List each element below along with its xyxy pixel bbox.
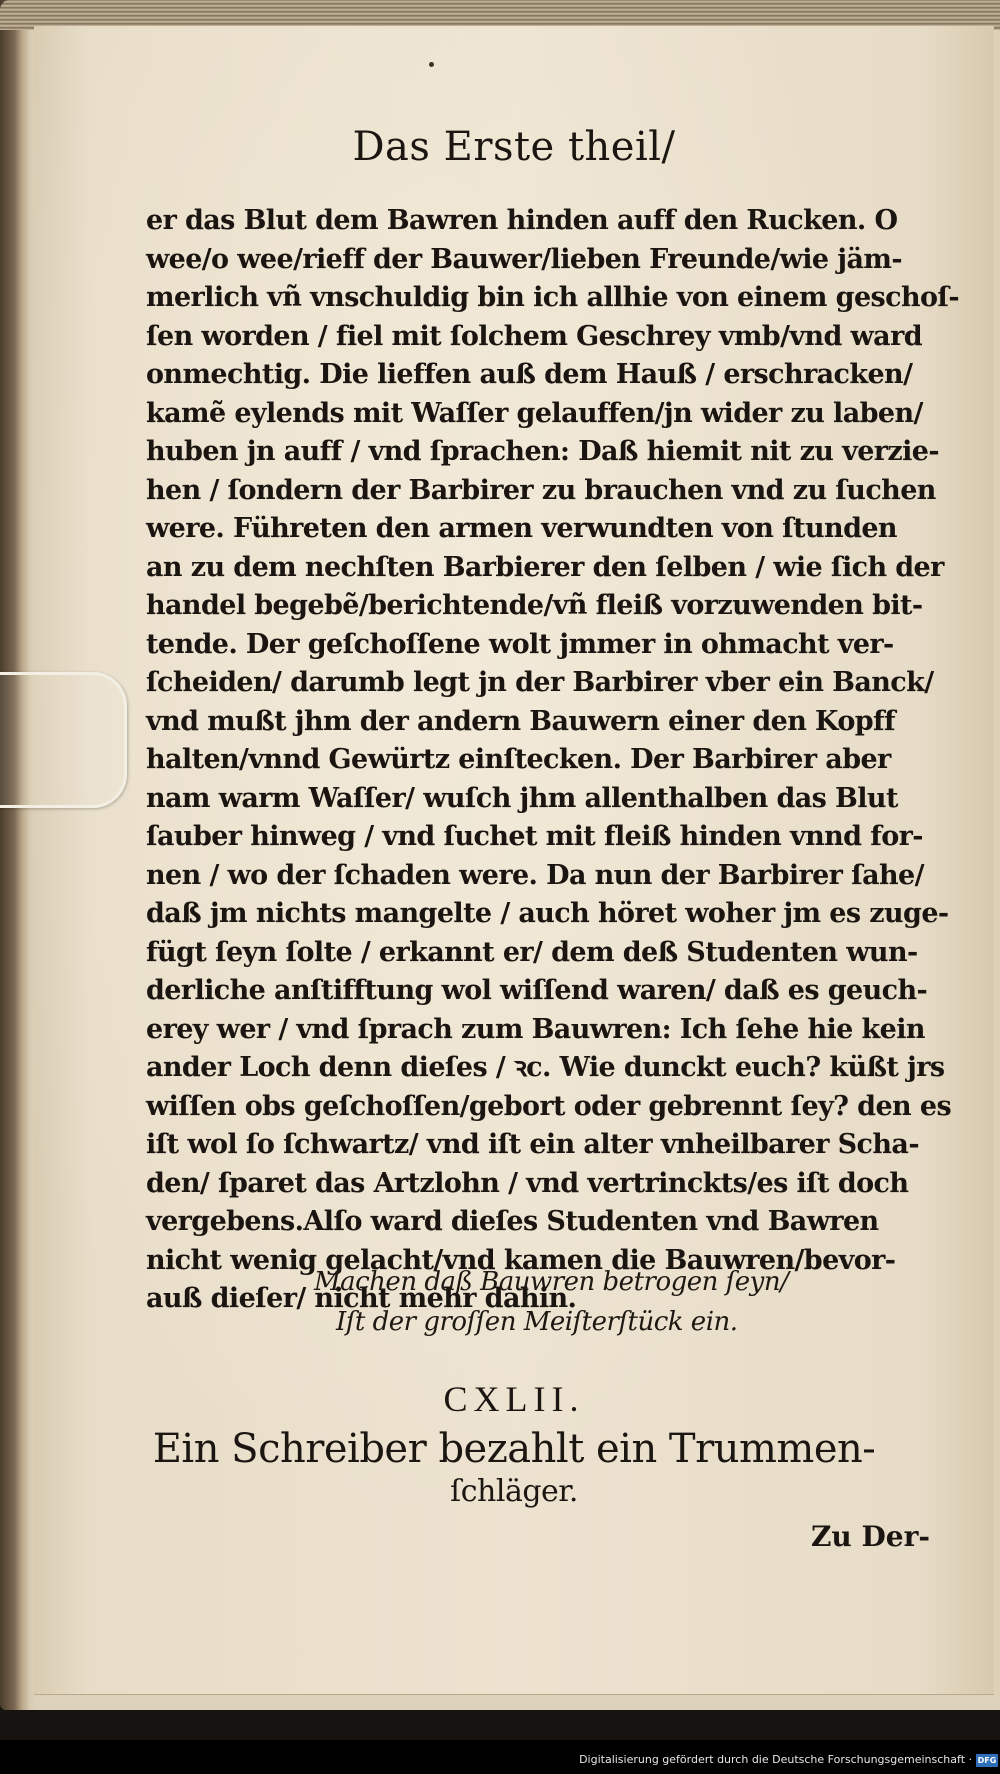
text-line: merlich vñ vnschuldig bin ich allhie von einem geschoſ- <box>146 282 960 313</box>
catchword: Zu Der- <box>810 1520 930 1553</box>
chapter-number: CXLII. <box>443 1379 585 1419</box>
text-line: halten/vnnd Gewürtz einſtecken. Der Barbirer aber <box>146 744 891 775</box>
text-line: ander Loch denn dieſes / ꝛc. Wie dunckt euch? küßt jrs <box>146 1052 945 1083</box>
text-line: wee/o wee/rieff der Bauwer/lieben Freunde/wie jäm- <box>146 243 902 275</box>
text-line: derliche anſtifftung wol wiſſend waren/ daß es geuch- <box>146 975 928 1006</box>
text-line: hen / ſondern der Barbirer zu brauchen vnd zu ſuchen <box>146 474 936 506</box>
text-line: tende. Der geſchoſſene wolt jmmer in ohmacht ver- <box>146 628 894 660</box>
verse-line: Iſt der groſſen Meiſterſtück ein. <box>336 1307 738 1337</box>
text-line: huben jn auff / vnd ſprachen: Daß hiemit nit zu verzie- <box>146 436 939 467</box>
text-line: den/ ſparet das Artzlohn / vnd vertrinckts/es iſt doch <box>146 1167 909 1199</box>
text-line: wiſſen obs geſchoſſen/gebort oder gebrennt ſey? den es <box>146 1090 952 1122</box>
text-line: ſauber hinweg / vnd ſuchet mit fleiß hinden vnnd for- <box>146 821 923 852</box>
verse <box>314 1262 914 1342</box>
scanned-page <box>34 26 994 1695</box>
footer-bar <box>0 1740 1000 1774</box>
text-line: vergebens.Alſo ward dieſes Studenten vnd Bawren <box>146 1206 879 1237</box>
text-line: vnd mußt jhm der andern Bauwern einer den Kopff <box>146 705 896 737</box>
running-header: Das Erste theil/ <box>352 124 676 170</box>
text-line: erey wer / vnd ſprach zum Bauwren: Ich ſehe hie kein <box>146 1013 925 1045</box>
text-line: er das Blut dem Bawren hinden auff den Rucken. O <box>146 205 898 236</box>
text-line: kamẽ eylends mit Waſſer gelauffen/jn wider zu laben/ <box>146 397 923 429</box>
text-line: auß dieſer/ nicht mehr dahin. <box>146 1283 577 1314</box>
text-line: iſt wol ſo ſchwartz/ vnd iſt ein alter vnheilbarer Scha- <box>146 1129 919 1160</box>
text-line: handel begebẽ/berichtende/vñ fleiß vorzuwenden bit- <box>146 590 923 621</box>
chapter-title-line: ſchläger. <box>450 1474 578 1509</box>
dfg-logo: DFG <box>977 1756 997 1765</box>
text-line: an zu dem nechſten Barbierer den ſelben / wie ſich der <box>146 551 944 583</box>
text-line: ſcheiden/ darumb legt jn der Barbirer vber ein Banck/ <box>146 667 934 698</box>
chapter-title-line: Ein Schreiber bezahlt ein Trummen- <box>152 1426 876 1472</box>
verse-line: Machen daß Bauwren betrogen ſeyn/ <box>314 1267 789 1297</box>
text-line: nen / wo der ſchaden were. Da nun der Barbirer ſahe/ <box>146 859 924 891</box>
body-text <box>146 202 986 1319</box>
text-line: daß jm nichts mangelte / auch höret woher jm es zuge- <box>146 898 949 929</box>
chapter-title <box>34 1426 994 1509</box>
text-line: onmechtig. Die lieffen auß dem Hauß / erschracken/ <box>146 359 913 390</box>
funding-credit: Digitalisierung gefördert durch die Deutsche Forschungsgemeinschaft · <box>579 1753 972 1766</box>
text-line: nicht wenig gelacht/vnd kamen die Bauwren/bevor- <box>146 1244 896 1276</box>
text-line: ſen worden / fiel mit ſolchem Geschrey vmb/vnd ward <box>146 320 922 352</box>
ink-dot <box>429 62 434 67</box>
text-line: were. Führeten den armen verwundten von ſtunden <box>146 513 897 544</box>
text-line: nam warm Waſſer/ wuſch jhm allenthalben das Blut <box>146 782 898 814</box>
page-tab-marker <box>0 672 127 808</box>
text-line: fügt ſeyn ſolte / erkannt er/ dem deß Studenten wun- <box>146 936 918 968</box>
